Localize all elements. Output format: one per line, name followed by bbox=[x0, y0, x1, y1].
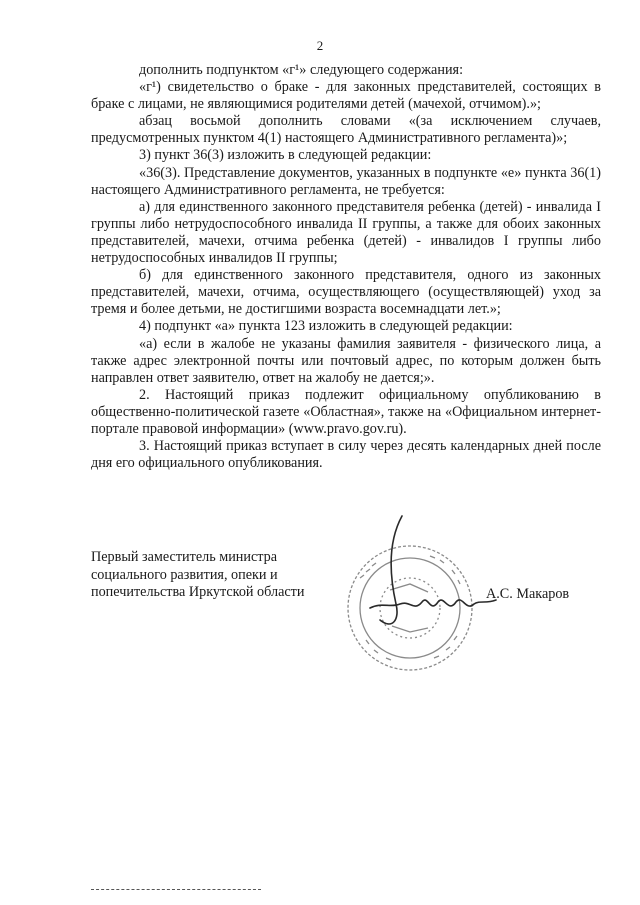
document-body bbox=[91, 62, 601, 472]
signatory-title-line: Первый заместитель министра bbox=[91, 549, 278, 565]
paragraph-5: «36(3). Представление документов, указанных в подпункте «е» пункта 36(1) настоящего Административного регламента, не требуется: bbox=[91, 164, 601, 198]
footer-divider bbox=[91, 889, 261, 890]
paragraph-1: дополнить подпунктом «г¹» следующего содержания: bbox=[139, 62, 464, 78]
paragraph-2: «г¹) свидетельство о браке - для законных представителей, состоящих в браке с лицами, не являющимися родителями детей (мачехой, отчимом).»; bbox=[91, 79, 601, 113]
signatory-name: А.С. Макаров bbox=[486, 586, 570, 602]
signatory-title-line: попечительства Иркутской области bbox=[91, 584, 305, 600]
paragraph-3: абзац восьмой дополнить словами «(за исключением случаев, предусмотренных пунктом 4(1) настоящего Административного регламента)»; bbox=[91, 113, 601, 147]
paragraph-11: 3. Настоящий приказ вступает в силу через десять календарных дней после дня его официального опубликования. bbox=[91, 438, 601, 472]
paragraph-7: б) для единственного законного представителя, одного из законных представителей, мачехи, отчима, осуществляющего (осуществляющей) уход за тремя и более детьми, не достигшими возраста восемнадцати лет.»; bbox=[91, 267, 601, 318]
page-number: 2 bbox=[316, 38, 324, 53]
signatory-title bbox=[91, 549, 304, 602]
signatory-title-line: социального развития, опеки и bbox=[91, 566, 278, 583]
paragraph-8: 4) подпункт «а» пункта 123 изложить в следующей редакции: bbox=[139, 318, 513, 335]
paragraph-10: 2. Настоящий приказ подлежит официальному опубликованию в общественно-политической газете «Областная», также на «Официальном интернет-портале правовой информации» (www.pravo.gov.ru). bbox=[91, 386, 601, 437]
paragraph-4: 3) пункт 36(3) изложить в следующей редакции: bbox=[139, 147, 432, 164]
official-seal-icon bbox=[330, 508, 500, 688]
paragraph-6: а) для единственного законного представителя ребенка (детей) - инвалида I группы либо нетрудоспособного инвалида II группы, а также для обоих законных представителей, мачехи, отчима ребенка (детей) - инвалидов I группы либо нетрудоспособных инвалидов II группы; bbox=[91, 198, 601, 267]
paragraph-9: «а) если в жалобе не указаны фамилия заявителя - физического лица, а также адрес электронной почты или почтовый адрес, по которым должен быть направлен ответ заявителю, ответ на жалобу не дается;». bbox=[91, 335, 601, 386]
